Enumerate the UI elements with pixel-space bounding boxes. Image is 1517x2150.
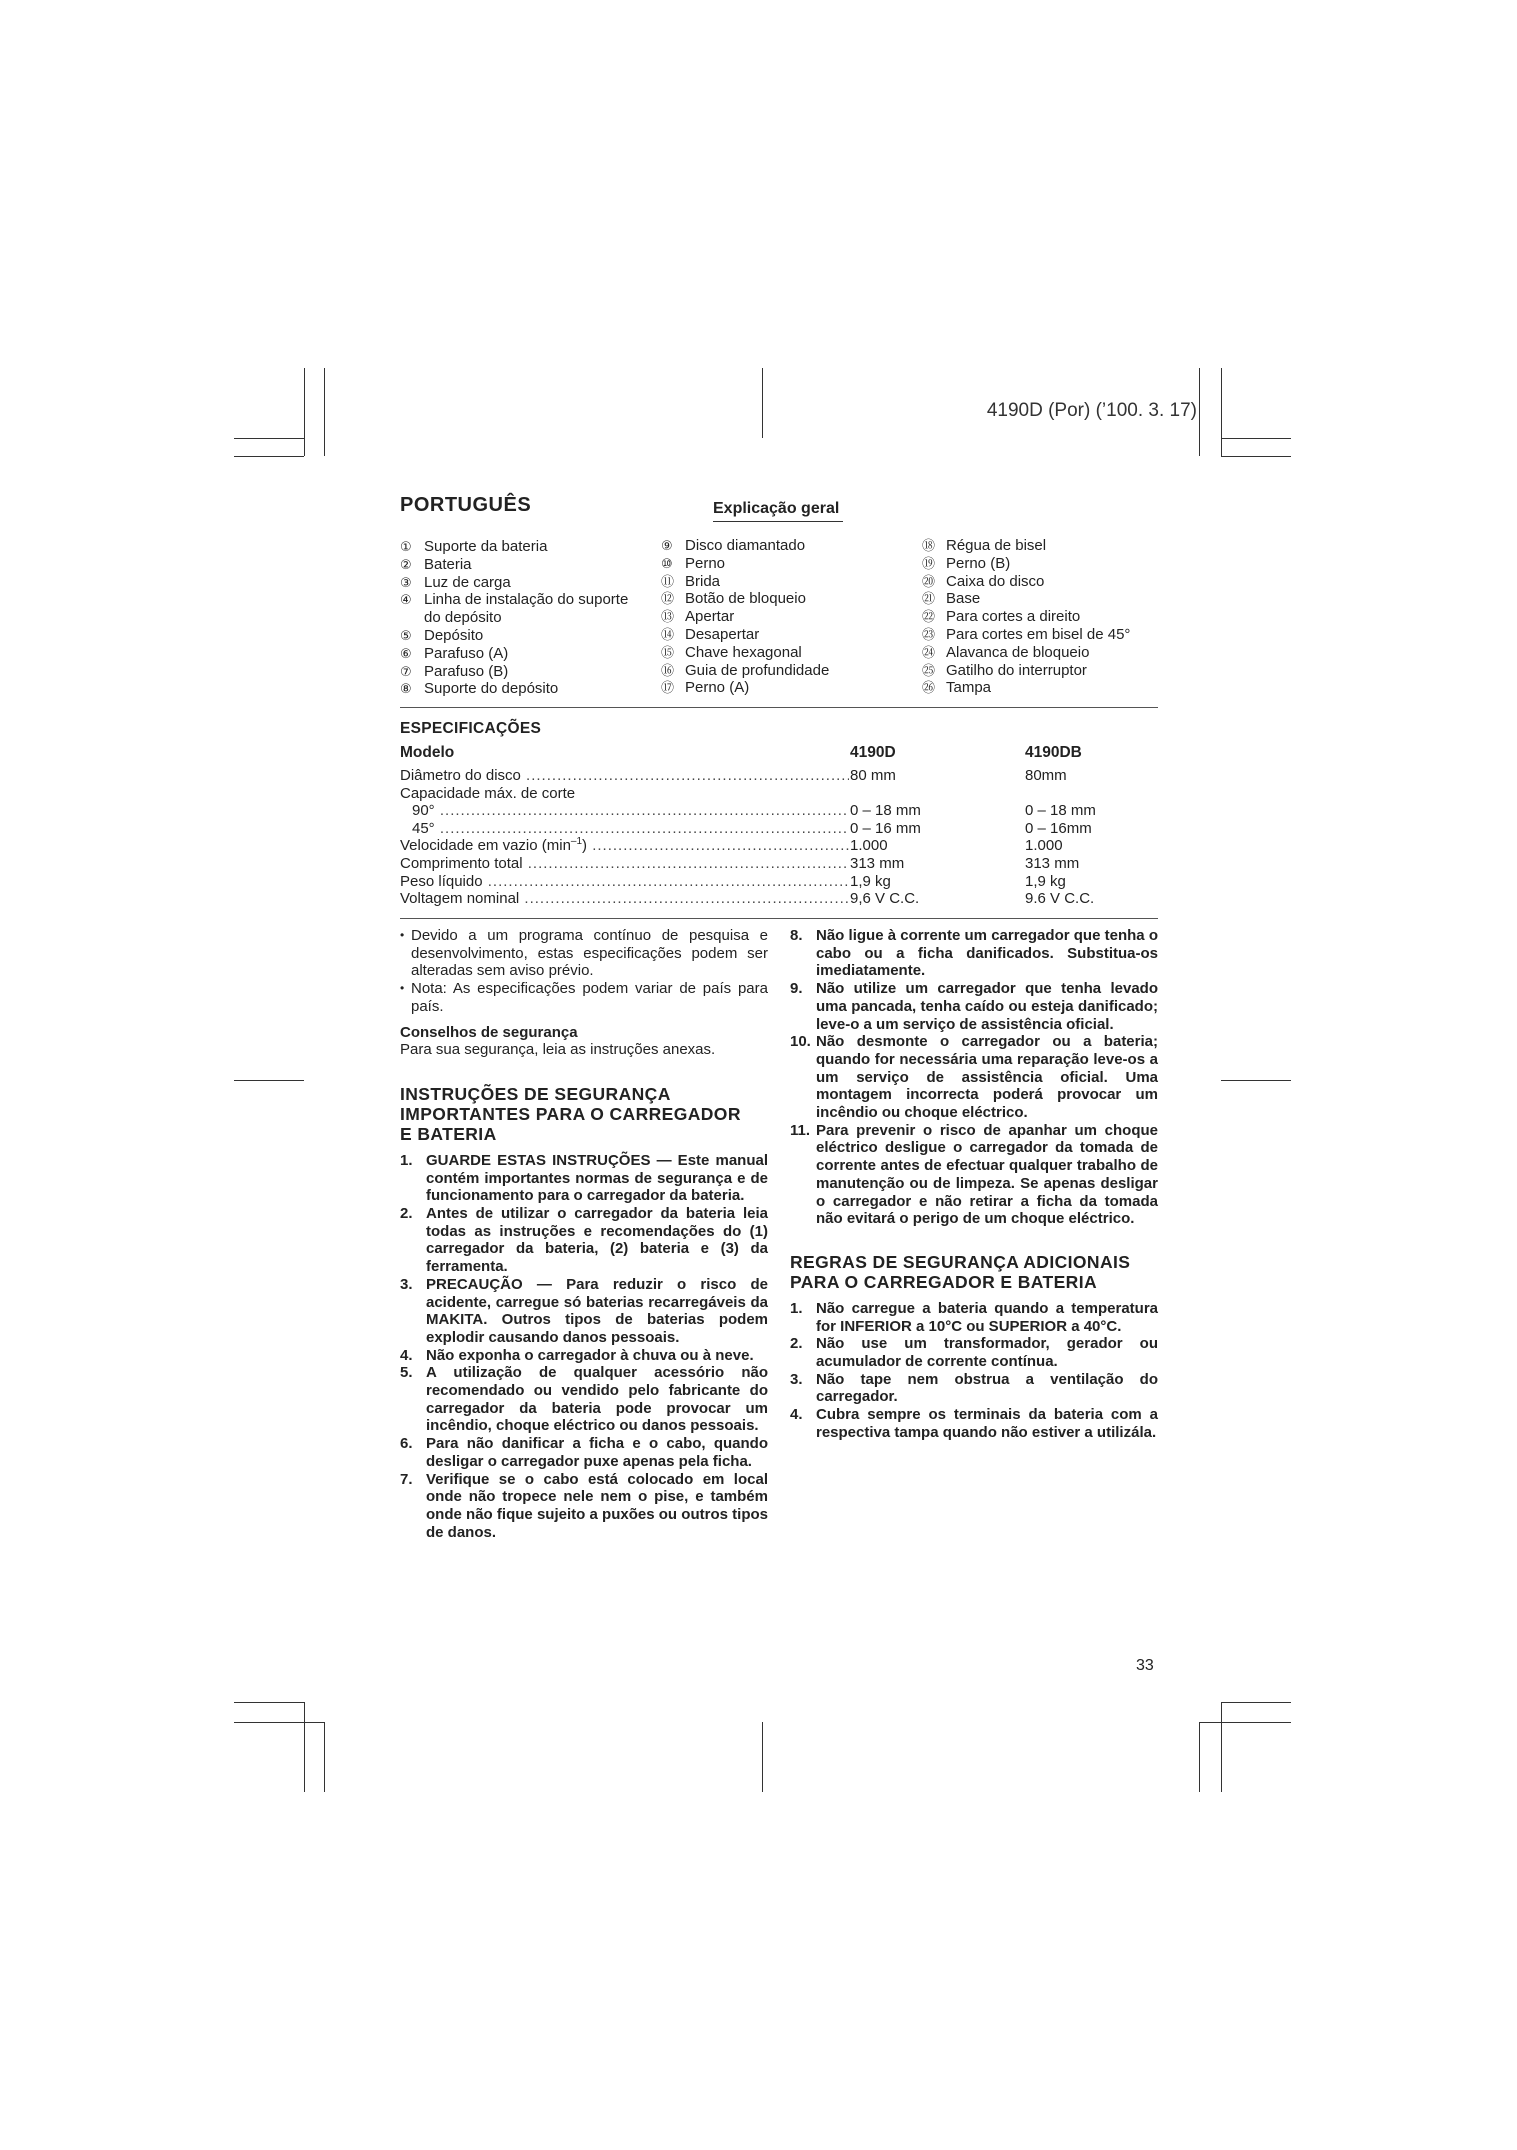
list-item: 5. A utilização de qualquer acessório não recomendado ou vendido pelo fabricante do carregador da bateria pode provocar um incêndio, choque eléctrico ou danos pessoais. bbox=[400, 1364, 768, 1435]
table-row: Comprimento total ..... 313 mm 313 mm bbox=[400, 855, 1158, 873]
crop-mark bbox=[1221, 456, 1291, 457]
list-item: ⑦ Parafuso (B) bbox=[400, 662, 509, 680]
table-row: Capacidade máx. de corte bbox=[400, 784, 576, 802]
list-item: 1. Não carregue a bateria quando a temperatura for INFERIOR a 10°C ou SUPERIOR a 40°C. bbox=[790, 1299, 1158, 1335]
list-item: ⑥ Parafuso (A) bbox=[400, 644, 509, 662]
list-item: ⑩ Perno bbox=[661, 554, 726, 572]
table-row: Voltagem nominal ..... 9,6 V C.C. 9.6 V C.C. bbox=[400, 890, 1158, 908]
crop-mark bbox=[234, 456, 304, 457]
list-item: ㉖ Tampa bbox=[922, 679, 992, 697]
crop-mark bbox=[1221, 1080, 1291, 1081]
crop-mark bbox=[304, 368, 305, 456]
list-item: 1. GUARDE ESTAS INSTRUÇÕES — Este manual contém importantes normas de segurança e de funcionamento para o carregador da bateria. bbox=[400, 1151, 768, 1205]
list-item: ㉔ Alavanca de bloqueio bbox=[922, 643, 1090, 661]
document-code: 4190D (Por) (’100. 3. 17) bbox=[986, 400, 1197, 421]
list-item-continuation: do depósito bbox=[424, 609, 502, 627]
list-item: ⑨ Disco diamantado bbox=[661, 537, 806, 554]
crop-mark bbox=[1199, 1722, 1200, 1792]
list-item: ⑰ Perno (A) bbox=[661, 679, 750, 697]
list-item: 9. Não utilize um carregador que tenha levado uma pancada, tenha caído ou esteja danificado; leve-o a um serviço de assistência oficial. bbox=[790, 980, 1158, 1033]
crop-mark bbox=[324, 1722, 325, 1792]
additional-rules-heading: REGRAS DE SEGURANÇA ADICIONAIS PARA O CARREGADOR E BATERIA bbox=[790, 1251, 1131, 1292]
table-row: 90° ..... 0 – 18 mm 0 – 18 mm bbox=[400, 802, 1158, 820]
crop-mark bbox=[234, 1722, 324, 1723]
list-item: ⑯ Guia de profundidade bbox=[661, 661, 830, 679]
section-heading: Explicação geral bbox=[713, 500, 843, 522]
list-item: ㉓ Para cortes em bisel de 45° bbox=[922, 625, 1131, 643]
crop-mark bbox=[1199, 368, 1200, 456]
list-item: 4. Cubra sempre os terminais da bateria com a respectiva tampa quando não estiver a utilizála. bbox=[790, 1406, 1158, 1441]
parts-list-col1 bbox=[400, 538, 628, 698]
page-number: 33 bbox=[1136, 1657, 1154, 1674]
list-item: ④ Linha de instalação do suporte bbox=[400, 591, 629, 609]
list-item: 6. Para não danificar a ficha e o cabo, quando desligar o carregador puxe apenas pela ficha. bbox=[400, 1435, 768, 1470]
list-item: ⑮ Chave hexagonal bbox=[661, 643, 802, 661]
parts-list-col3 bbox=[922, 537, 1130, 697]
page-title: PORTUGUÊS bbox=[400, 494, 532, 516]
specs-table bbox=[400, 742, 1158, 908]
list-item: ⑬ Apertar bbox=[661, 608, 735, 626]
crop-mark bbox=[234, 438, 304, 439]
crop-mark bbox=[1221, 438, 1291, 439]
list-item: 8. Não ligue à corrente um carregador que tenha o cabo ou a ficha danificados. Substitua-os imediatamente. bbox=[790, 927, 1158, 980]
crop-mark bbox=[324, 368, 325, 456]
list-item: ② Bateria bbox=[400, 555, 472, 573]
list-item: ㉒ Para cortes a direito bbox=[922, 608, 1081, 626]
crop-mark bbox=[762, 368, 763, 438]
note-item: • Nota: As especificações podem variar de país para país. bbox=[400, 980, 768, 1015]
list-item: ⑱ Régua de bisel bbox=[922, 537, 1047, 554]
divider bbox=[400, 707, 1158, 708]
crop-mark bbox=[1221, 368, 1222, 456]
speed-label: Velocidade em vazio $(\min^{-1})$ ..... bbox=[400, 837, 849, 855]
note-item: • Devido a um programa contínuo de pesquisa e desenvolvimento, estas especificações podem ser alteradas sem aviso prévio. bbox=[400, 927, 768, 980]
list-item: ⑪ Brida bbox=[661, 572, 721, 590]
list-item: 2. Antes de utilizar o carregador da bateria leia todas as instruções e recomendações do (1) carregador da bateria, (2) bateria e (3) da ferramenta. bbox=[400, 1205, 768, 1276]
list-item: ⑤ Depósito bbox=[400, 626, 484, 644]
table-row: Diâmetro do disco ..... 80 mm 80mm bbox=[400, 767, 1158, 785]
crop-mark bbox=[304, 1702, 305, 1792]
list-item: ㉑ Base bbox=[922, 590, 981, 608]
list-item: 11. Para prevenir o risco de apanhar um choque eléctrico desligue o carregador da tomada de corrente antes de efectuar qualquer trabalho de manutenção ou de limpeza. Se apenas desligar o carregador e não retirar a ficha da tomada não evitará o perigo de um choque eléctrico. bbox=[790, 1121, 1158, 1228]
parts-list-col2 bbox=[661, 537, 829, 697]
crop-mark bbox=[1199, 1722, 1291, 1723]
list-item: 3. Não tape nem obstrua a ventilação do carregador. bbox=[790, 1370, 1158, 1406]
list-item: ⑲ Perno (B) bbox=[922, 554, 1011, 572]
list-item: 7. Verifique se o cabo está colocado em local onde não tropece nele nem o pise, e também onde não fique sujeito a puxões ou outros tipos de danos. bbox=[400, 1470, 768, 1541]
list-item: ⑭ Desapertar bbox=[661, 625, 760, 643]
charger-instructions-heading: INSTRUÇÕES DE SEGURANÇA IMPORTANTES PARA O CARREGADOR E BATERIA bbox=[400, 1083, 741, 1144]
list-item: 4. Não exponha o carregador à chuva ou à neve. bbox=[400, 1346, 754, 1364]
crop-mark bbox=[234, 1080, 304, 1081]
list-item: 2. Não use um transformador, gerador ou acumulador de corrente contínua. bbox=[790, 1335, 1158, 1371]
list-item: ③ Luz de carga bbox=[400, 573, 511, 591]
safety-advice-text: Para sua segurança, leia as instruções anexas. bbox=[400, 1041, 716, 1059]
list-item: ⑫ Botão de bloqueio bbox=[661, 590, 806, 608]
table-row: Velocidade em vazio $(\min^{-1})$ ..... 1.000 1.000 bbox=[400, 837, 1158, 855]
divider bbox=[400, 918, 1158, 919]
table-row: 45° ..... 0 – 16 mm 0 – 16mm bbox=[400, 820, 1158, 838]
table-row: Peso líquido ..... 1,9 kg 1,9 kg bbox=[400, 873, 1158, 891]
crop-mark bbox=[1221, 1702, 1291, 1703]
table-header-row: Modelo 4190D 4190DB bbox=[400, 744, 1082, 761]
list-item: ① Suporte da bateria bbox=[400, 538, 548, 555]
list-item: ⑳ Caixa do disco bbox=[922, 572, 1045, 590]
crop-mark bbox=[1221, 1702, 1222, 1792]
left-column bbox=[400, 927, 768, 1541]
crop-mark bbox=[234, 1702, 304, 1703]
list-item: ㉕ Gatilho do interruptor bbox=[922, 661, 1087, 679]
list-item: 10. Não desmonte o carregador ou a bateria; quando for necessária uma reparação leve-os a um serviço de assistência oficial. Uma montagem incorrecta poderá provocar um incêndio ou choque eléctrico. bbox=[790, 1033, 1158, 1122]
specs-heading: ESPECIFICAÇÕES bbox=[400, 720, 542, 737]
list-item: 3. PRECAUÇÃO — Para reduzir o risco de acidente, carregue só baterias recarregáveis da MAKITA. Outros tipos de baterias podem explodir causando danos pessoais. bbox=[400, 1275, 768, 1346]
safety-advice-heading: Conselhos de segurança bbox=[400, 1023, 578, 1041]
list-item: ⑧ Suporte do depósito bbox=[400, 680, 559, 698]
right-column bbox=[790, 927, 1158, 1442]
crop-mark bbox=[762, 1722, 763, 1792]
